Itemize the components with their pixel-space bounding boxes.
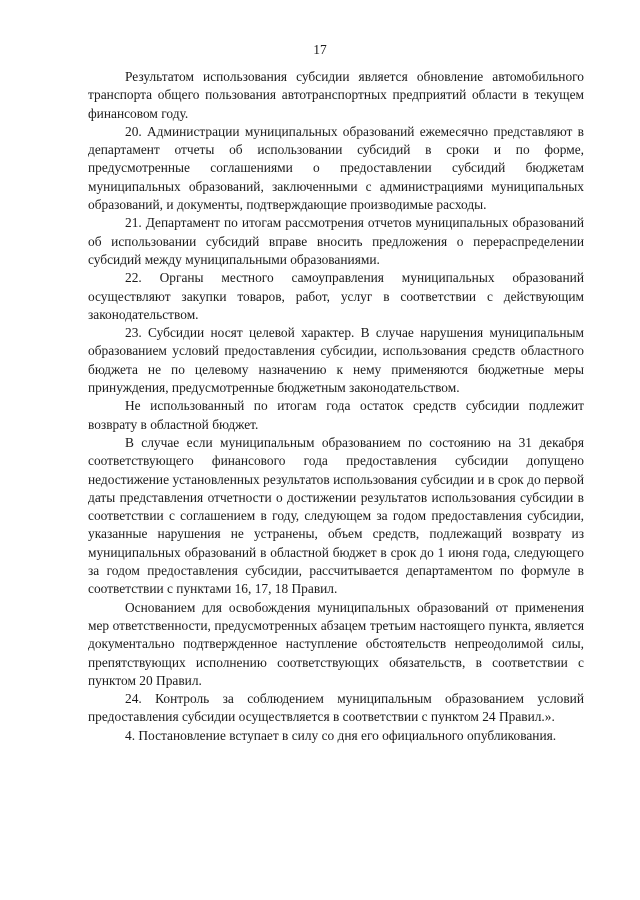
paragraph-subsidy-result: Результатом использования субсидии является обновление автомобильного транспорта общего пользования автотранспортных предприятий области в текущем финансовом году. (88, 69, 584, 121)
paragraph-item-21: 21. Департамент по итогам рассмотрения отчетов муниципальных образований об использовании субсидий вправе вносить предложения о перераспределении субсидий между муниципальными образованиями. (88, 215, 584, 267)
paragraph-item-24: 24. Контроль за соблюдением муниципальным образованием условий предоставления субсидии осуществляется в соответствии с пунктом 24 Правил.». (88, 691, 584, 725)
paragraph-unused-balance: Не использованный по итогам года остаток средств субсидии подлежит возврату в областной бюджет. (88, 398, 584, 432)
paragraph-refund-case: В случае если муниципальным образованием по состоянию на 31 декабря соответствующего финансового года предоставления субсидии допущено недостижение установленных результатов использования субсидии и в срок до первой даты представления отчетности о достижении результатов использования субсидии в соответствии с соглашением в году, следующем за годом предоставления субсидии, указанные нарушения не устранены, объем средств, подлежащий возврату из муниципальных образований в областной бюджет в срок до 1 июня года, следующего за годом предоставления субсидии, рассчитывается департаментом по формуле в соответствии с пунктами 16, 17, 18 Правил. (88, 434, 584, 597)
paragraph-item-23: 23. Субсидии носят целевой характер. В случае нарушения муниципальным образованием условий предоставления субсидии, использования средств областного бюджета не по целевому назначению к нему применяются бюджетные меры принуждения, предусмотренные бюджетным законодательством. (88, 325, 584, 396)
page-number: 17 (313, 42, 327, 57)
paragraph-item-20: 20. Администрации муниципальных образований ежемесячно представляют в департамент отчеты об использовании субсидий в сроки и по форме, предусмотренные соглашениями о предоставлении субсидий бюджетам муниципальных образований, заключенными с администрациями муниципальных образований, и документы, подтверждающие производимые расходы. (88, 123, 584, 213)
document-body (88, 68, 584, 745)
paragraph-item-4-effective: 4. Постановление вступает в силу со дня его официального опубликования. (125, 727, 557, 743)
paragraph-item-22: 22. Органы местного самоуправления муниципальных образований осуществляют закупки товаров, работ, услуг в соответствии с действующим законодательством. (88, 270, 584, 322)
paragraph-exemption-basis: Основанием для освобождения муниципальных образований от применения мер ответственности, предусмотренных абзацем третьим настоящего пункта, является документально подтвержденное наступление обстоятельств непреодолимой силы, препятствующих исполнению соответствующих обязательств, в соответствии с пунктом 20 Правил. (88, 599, 584, 688)
